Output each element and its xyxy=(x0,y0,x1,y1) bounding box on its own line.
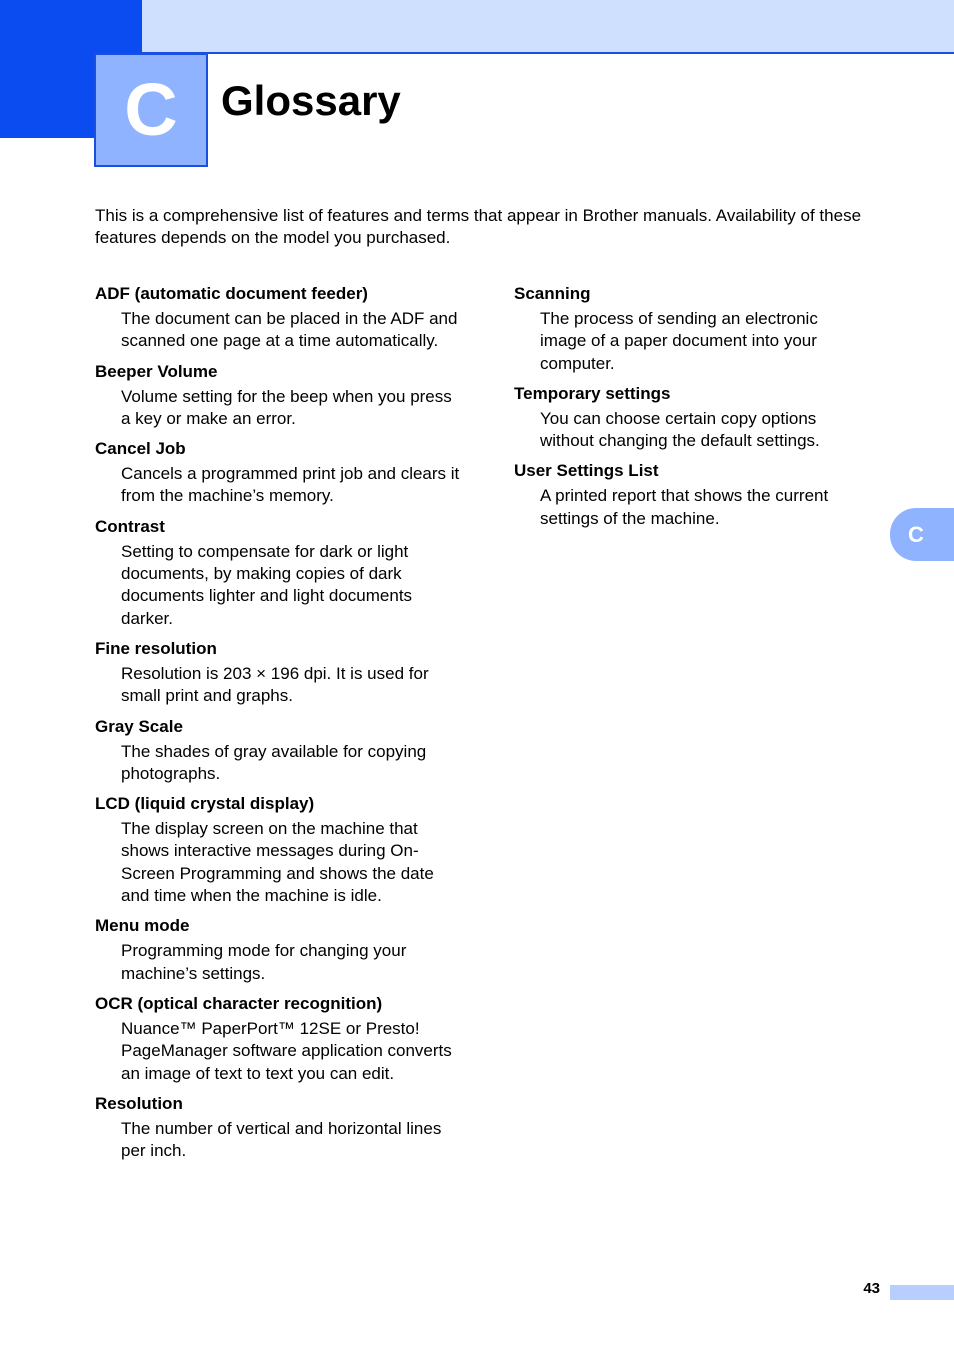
glossary-definition: Resolution is 203 × 196 dpi. It is used for small print and graphs. xyxy=(121,663,429,706)
glossary-entry xyxy=(95,361,465,431)
glossary-definition: The document can be placed in the ADF and scanned one page at a time automatically. xyxy=(121,309,458,351)
glossary-term: Temporary settings xyxy=(514,383,671,403)
glossary-term: Resolution xyxy=(95,1093,183,1113)
glossary-term: Fine resolution xyxy=(95,638,217,658)
glossary-right-column xyxy=(514,283,864,538)
glossary-definition: You can choose certain copy options without changing the default settings. xyxy=(540,408,820,451)
glossary-left-column xyxy=(95,283,465,1170)
chapter-letter: C xyxy=(124,68,178,151)
glossary-term: ADF (automatic document feeder) xyxy=(95,284,368,303)
glossary-entry xyxy=(514,283,864,375)
glossary-definition: A printed report that shows the current settings of the machine. xyxy=(540,486,829,528)
glossary-entry xyxy=(95,915,465,985)
header-band xyxy=(142,0,954,54)
page-number: 43 xyxy=(863,1280,880,1297)
side-tab-letter: C xyxy=(908,521,924,547)
chapter-side-tab xyxy=(890,508,954,561)
glossary-definition: The number of vertical and horizontal lines per inch. xyxy=(121,1118,442,1161)
glossary-entry xyxy=(95,638,465,708)
intro-paragraph: This is a comprehensive list of features and terms that appear in Brother manuals. Availability of these features depends on the model you purchased. xyxy=(95,206,862,247)
glossary-definition: The shades of gray available for copying photographs. xyxy=(121,741,427,783)
glossary-term: Beeper Volume xyxy=(95,361,218,381)
glossary-entry xyxy=(95,716,465,786)
glossary-term: Menu mode xyxy=(95,916,190,936)
glossary-term: User Settings List xyxy=(514,461,659,481)
glossary-entry xyxy=(95,516,465,630)
glossary-term: Gray Scale xyxy=(95,716,183,736)
glossary-entry xyxy=(95,793,465,907)
glossary-term: LCD (liquid crystal display) xyxy=(95,794,315,814)
glossary-definition: Volume setting for the beep when you press a key or make an error. xyxy=(121,386,452,428)
glossary-definition: Cancels a programmed print job and clears it from the machine’s memory. xyxy=(121,464,460,506)
glossary-entry xyxy=(514,383,864,453)
footer-bar xyxy=(890,1285,954,1300)
glossary-term: Contrast xyxy=(95,516,165,536)
page-title: Glossary xyxy=(221,77,401,124)
glossary-term: Cancel Job xyxy=(95,439,186,459)
glossary-term: OCR (optical character recognition) xyxy=(95,993,383,1013)
glossary-entry xyxy=(95,283,465,353)
glossary-definition: The process of sending an electronic image of a paper document into your computer. xyxy=(540,309,818,373)
glossary-definition: The display screen on the machine that shows interactive messages during On-Screen Programming and shows the date and time when the machine is idle. xyxy=(121,819,434,906)
glossary-entry xyxy=(514,460,864,530)
glossary-term: Scanning xyxy=(514,284,591,303)
glossary-entry xyxy=(95,438,465,508)
glossary-entry xyxy=(95,1093,465,1163)
glossary-definition: Nuance™ PaperPort™ 12SE or Presto! PageManager software application converts an image of text to text you can edit. xyxy=(121,1018,452,1083)
chapter-box xyxy=(94,53,208,167)
glossary-entry xyxy=(95,993,465,1085)
glossary-definition: Programming mode for changing your machine’s settings. xyxy=(121,941,407,983)
glossary-definition: Setting to compensate for dark or light documents, by making copies of dark documents lighter and light documents darker. xyxy=(121,541,413,628)
